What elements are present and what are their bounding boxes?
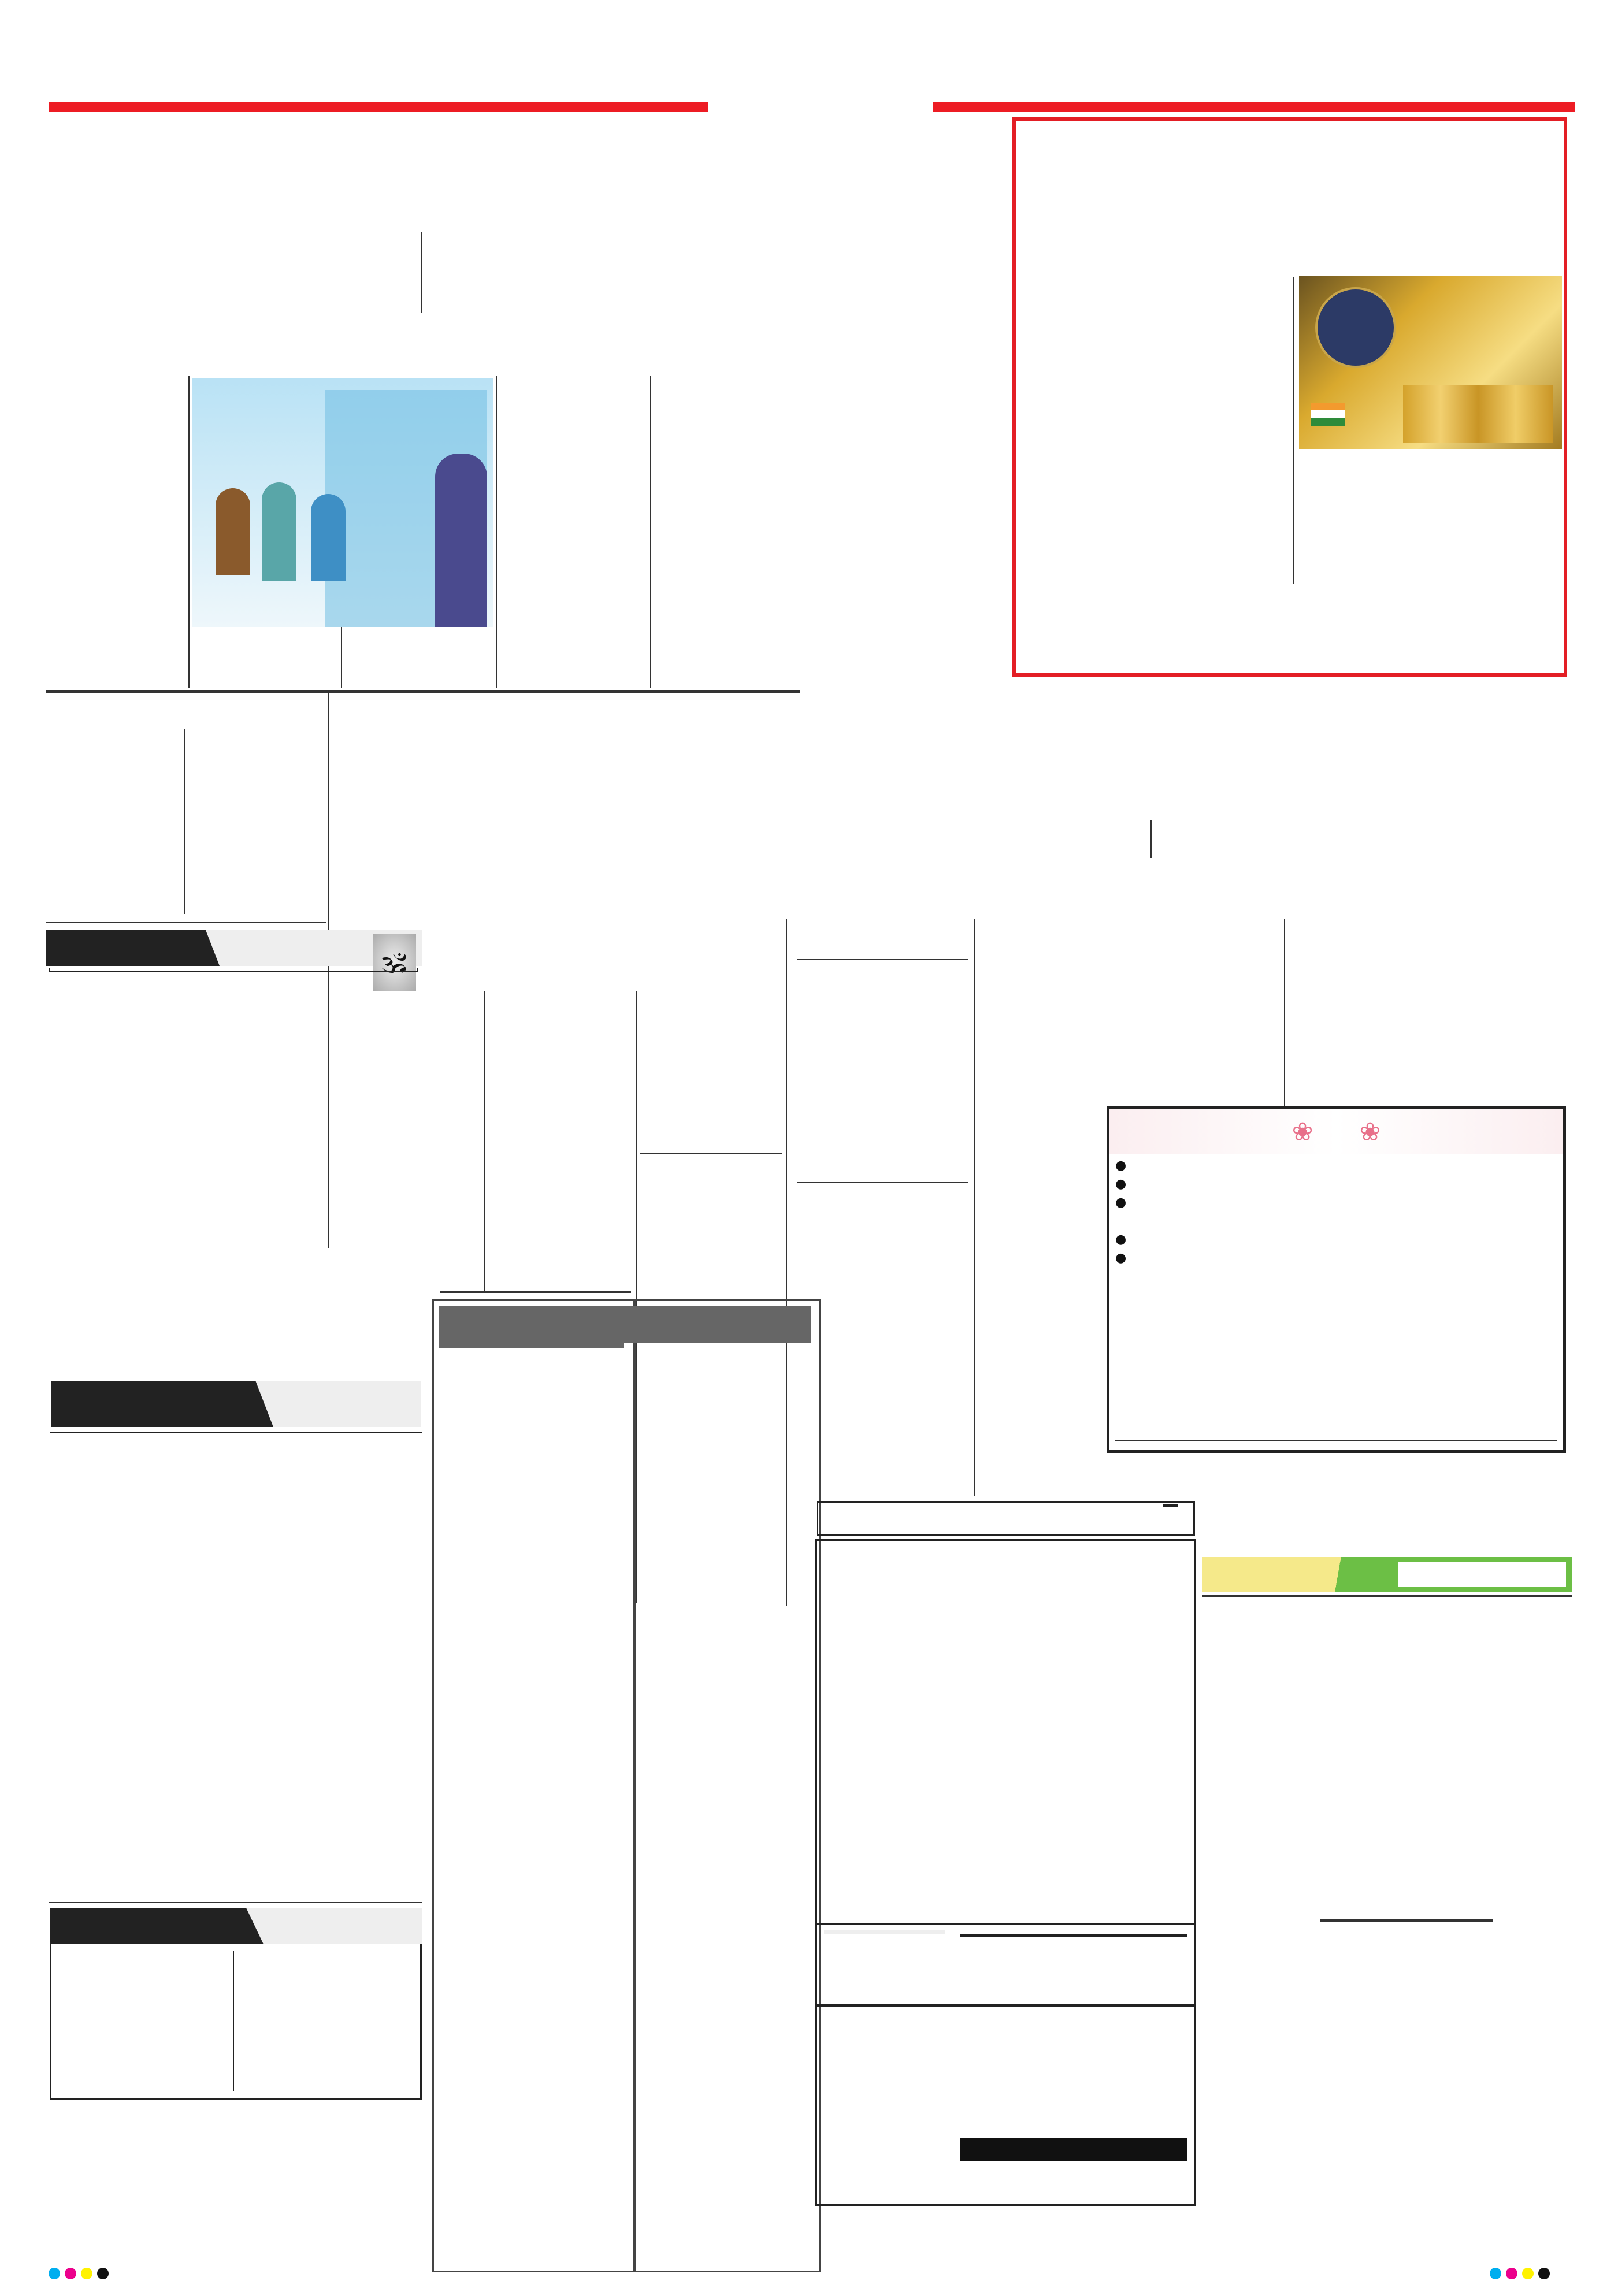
kakuro-header	[1202, 1557, 1572, 1592]
divider	[184, 729, 185, 914]
divider	[1284, 919, 1285, 1109]
sudoku-solution-caption	[960, 2138, 1187, 2161]
magenta-dot	[65, 2268, 76, 2279]
divider	[974, 919, 975, 1496]
sudoku-prev-solution	[960, 1934, 1187, 1937]
ipo-illustration	[192, 378, 493, 627]
lotus-icon: ❀	[1292, 1117, 1313, 1147]
mantra-credit[interactable]	[1115, 1440, 1557, 1446]
mantra-item: ●	[1115, 1232, 1127, 1247]
divider	[1150, 820, 1152, 858]
section-rule	[640, 1153, 782, 1154]
sudoku-number	[1163, 1504, 1178, 1507]
mantra-item: ●	[1115, 1195, 1127, 1210]
rbi-seal	[1315, 287, 1396, 368]
divider	[341, 627, 342, 688]
section-rule	[46, 922, 326, 923]
divider	[484, 991, 485, 1291]
panchang-header	[46, 930, 422, 979]
header-rule-left	[49, 102, 708, 112]
horoscope-list	[50, 1432, 422, 1433]
divider	[421, 232, 422, 313]
mantra-item	[1115, 1212, 1555, 1231]
divider	[233, 1951, 234, 2091]
horoscope-header	[51, 1381, 421, 1427]
divider	[650, 376, 651, 688]
crossword-frame	[432, 1299, 821, 2272]
mantra-banner	[1109, 1109, 1563, 1154]
section-rule	[46, 690, 800, 693]
sudoku-rules-box	[815, 1923, 1196, 2206]
sudoku-rules	[824, 1930, 945, 1934]
crossword-title-bar	[441, 1306, 811, 1343]
divider	[496, 376, 497, 688]
birthday-left	[55, 1948, 222, 2095]
cyan-dot	[49, 2268, 60, 2279]
black-dot	[97, 2268, 109, 2279]
birthday-body	[50, 1944, 422, 2100]
birthday-right	[244, 1948, 415, 2095]
mantra-item: ●	[1115, 1158, 1127, 1173]
horoscope-title	[51, 1381, 273, 1427]
section-rule	[440, 1291, 631, 1293]
panchang-body	[49, 968, 418, 972]
section-rule	[797, 1182, 968, 1183]
rbi-gold-photo	[1299, 276, 1562, 449]
panchang-title	[46, 930, 220, 966]
birthday-header	[50, 1908, 422, 1944]
mantra-list	[1109, 1154, 1563, 1268]
section-rule	[797, 959, 968, 960]
birthday-title	[50, 1908, 264, 1944]
mantra-item: ●	[1115, 1251, 1127, 1265]
kakuro-solution	[1320, 1919, 1493, 1922]
ganesha-icon: 🕉	[373, 934, 416, 991]
sudoku-header	[817, 1501, 1195, 1536]
kakuro-id-box	[1398, 1562, 1566, 1587]
print-registration-marks	[1490, 2268, 1554, 2282]
lotus-icon: ❀	[1359, 1117, 1381, 1147]
kakuro-grid	[1202, 1595, 1572, 1597]
mantra-box	[1107, 1106, 1566, 1453]
divider	[1293, 277, 1294, 584]
section-rule	[49, 1902, 422, 1903]
header-rule-right	[933, 102, 1575, 112]
yellow-dot	[81, 2268, 92, 2279]
mantra-item: ●	[1115, 1177, 1127, 1191]
divider	[188, 376, 190, 688]
print-registration-marks	[49, 2268, 113, 2282]
crossword-answers-upsidedown	[442, 2132, 812, 2254]
kakuro-rules	[1202, 1944, 1318, 1946]
